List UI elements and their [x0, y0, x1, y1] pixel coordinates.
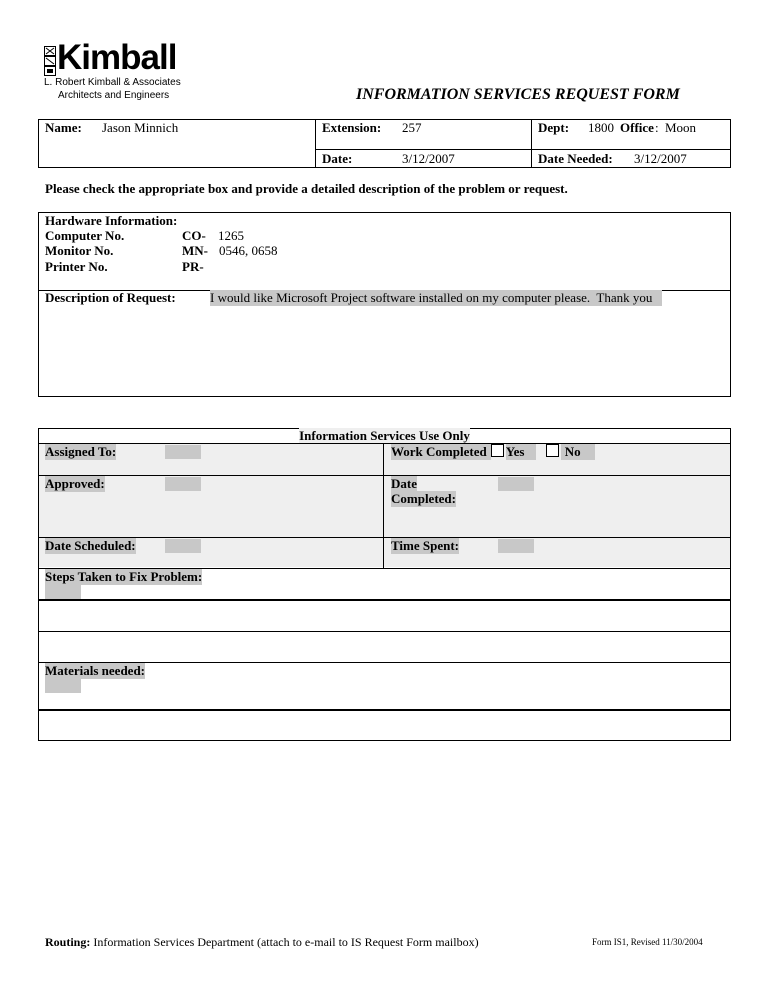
description-value[interactable]: I would like Microsoft Project software installed on my computer please. Thank you — [210, 290, 662, 306]
work-completed-label: Work Completed — [391, 444, 491, 460]
assigned-to-label: Assigned To: — [45, 444, 117, 459]
time-spent-field[interactable] — [498, 539, 534, 553]
monitor-prefix: MN- — [182, 243, 208, 258]
materials-label: Materials needed: — [45, 663, 146, 678]
date-scheduled-label: Date Scheduled: — [45, 538, 136, 553]
no-label: No — [561, 444, 595, 460]
date-completed-label-1: Date — [391, 476, 417, 491]
printer-prefix: PR- — [182, 259, 204, 274]
name-value[interactable]: Jason Minnich — [102, 120, 179, 135]
steps-line-1[interactable] — [39, 601, 730, 631]
logo-line-1: L. Robert Kimball & Associates — [44, 77, 181, 88]
yes-label: Yes — [506, 444, 537, 460]
date-value[interactable]: 3/12/2007 — [402, 151, 455, 166]
date-completed-field[interactable] — [498, 477, 534, 491]
is-use-title: Information Services Use Only — [299, 428, 470, 443]
no-checkbox[interactable] — [546, 444, 559, 457]
routing-label: Routing: — [45, 935, 91, 949]
computer-value[interactable]: 1265 — [218, 228, 244, 243]
logo-wordmark: Kimball — [57, 38, 177, 77]
approved-field[interactable] — [165, 477, 201, 491]
form-id: Form IS1, Revised 11/30/2004 — [592, 937, 703, 947]
steps-field[interactable] — [45, 585, 81, 599]
office-label: Office — [620, 120, 654, 135]
company-logo — [44, 38, 184, 104]
description-label: Description of Request: — [45, 290, 176, 305]
dept-label: Dept: — [538, 120, 570, 135]
logo-line-2: Architects and Engineers — [58, 90, 170, 101]
yes-checkbox[interactable] — [491, 444, 504, 457]
monitor-label: Monitor No. — [45, 243, 114, 258]
extension-value[interactable]: 257 — [402, 120, 422, 135]
date-label: Date: — [322, 151, 353, 166]
date-needed-label: Date Needed: — [538, 151, 613, 166]
date-scheduled-field[interactable] — [165, 539, 201, 553]
routing-text: Information Services Department (attach to e-mail to IS Request Form mailbox) — [93, 935, 479, 949]
instructions: Please check the appropriate box and provide a detailed description of the problem or request. — [45, 181, 568, 196]
logo-mark-icon — [44, 46, 56, 76]
printer-label: Printer No. — [45, 259, 108, 274]
materials-field[interactable] — [45, 679, 81, 693]
name-label: Name: — [45, 120, 82, 135]
approved-label: Approved: — [45, 476, 105, 491]
date-needed-value[interactable]: 3/12/2007 — [634, 151, 687, 166]
steps-line-2[interactable] — [39, 632, 730, 662]
date-completed-label-2: Completed: — [391, 491, 456, 506]
hardware-heading: Hardware Information: — [45, 213, 178, 228]
assigned-to-field[interactable] — [165, 445, 201, 459]
steps-label: Steps Taken to Fix Problem: — [45, 569, 203, 584]
form-title: INFORMATION SERVICES REQUEST FORM — [356, 86, 680, 103]
time-spent-label: Time Spent: — [391, 538, 460, 553]
monitor-value[interactable]: 0546, 0658 — [219, 243, 278, 258]
computer-label: Computer No. — [45, 228, 125, 243]
office-value[interactable]: Moon — [665, 120, 697, 135]
computer-prefix: CO- — [182, 228, 206, 243]
materials-line[interactable] — [39, 711, 730, 740]
extension-label: Extension: — [322, 120, 382, 135]
dept-value[interactable]: 1800 — [588, 120, 614, 135]
